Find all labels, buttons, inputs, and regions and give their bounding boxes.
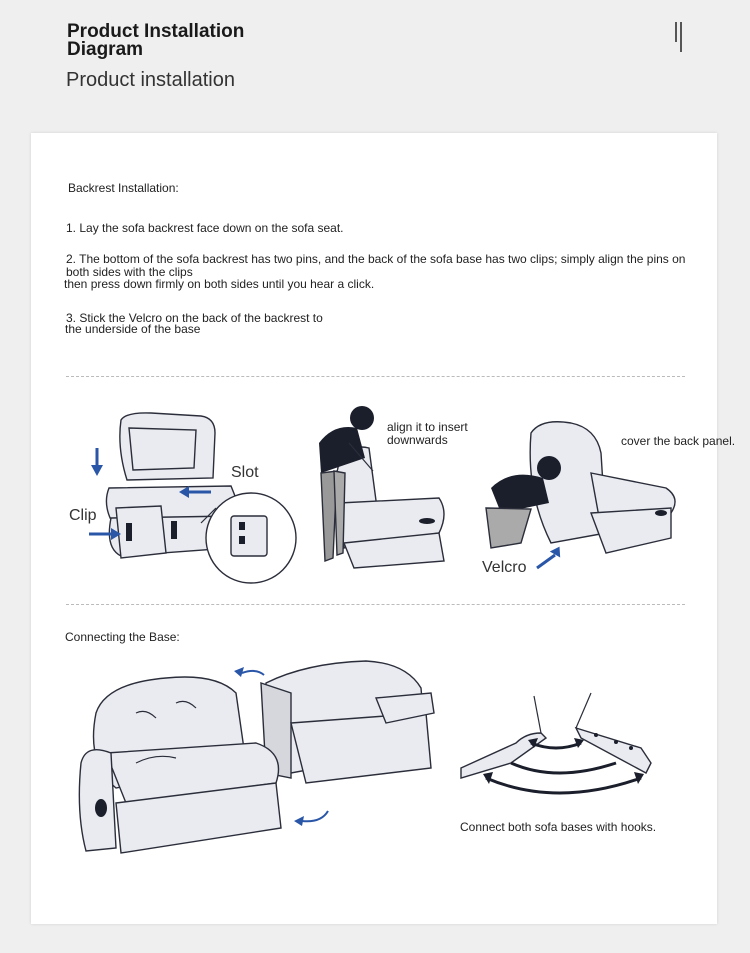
backrest-step-3-line-2: the underside of the base [65, 322, 201, 336]
backrest-step-2-line-2: both sides with the clips [66, 265, 193, 279]
align-instruction-line-2: downwards [387, 433, 448, 447]
connecting-sofa-bases-illustration [76, 653, 441, 873]
backrest-heading: Backrest Installation: [68, 181, 179, 195]
backrest-step-2-line-3: then press down firmly on both sides until you hear a click. [64, 277, 375, 291]
recliner-slot-clip-illustration [81, 408, 301, 593]
instruction-card [31, 133, 736, 924]
divider-top [66, 376, 685, 377]
divider-middle [66, 604, 685, 605]
slot-label: Slot [231, 464, 259, 481]
hook-connection-illustration [456, 688, 666, 803]
page-subtitle: Product installation [66, 69, 235, 91]
backrest-step-2-line-1: 2. The bottom of the sofa backrest has two pins, and the back of the sofa base has two clips; simply align the pins on [66, 252, 686, 266]
page-title: Product Installation Diagram [67, 21, 245, 60]
backrest-step-1: 1. Lay the sofa backrest face down on the sofa seat. [66, 221, 344, 235]
align-instruction-line-1: align it to insert [387, 420, 468, 434]
header-mark-icon [672, 20, 686, 56]
cover-back-panel-label: cover the back panel. [621, 434, 736, 448]
velcro-label: Velcro [482, 559, 527, 576]
clip-label: Clip [69, 507, 97, 524]
base-heading: Connecting the Base: [65, 630, 180, 644]
backrest-step-3-line-1: 3. Stick the Velcro on the back of the backrest to [66, 311, 323, 325]
hooks-caption: Connect both sofa bases with hooks. [460, 820, 657, 834]
